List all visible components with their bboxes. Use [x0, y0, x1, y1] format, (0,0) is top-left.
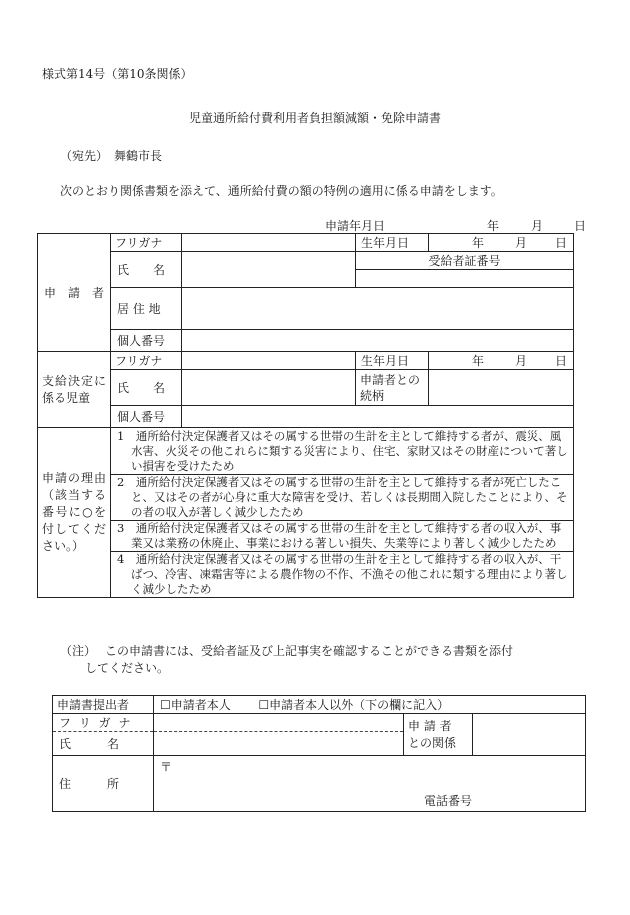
reason-section-label: 申請の理由（該当する番号に○を付してください。） [38, 428, 111, 598]
submitter-relation-label-2: との関係 [408, 735, 457, 750]
phone-label: 電話番号 [424, 794, 473, 808]
applicant-birth-label: 生年月日 [356, 234, 429, 252]
reason-item-2[interactable]: 2 通所給付決定保護者又はその属する世帯の生計を主として維持する者が死亡したこと、又はその者が心身に重大な障害を受け、若しくは長期間入院したことにより、その者の収入が著しく減少したため [117, 475, 568, 519]
child-birth-month: 月 [514, 354, 527, 368]
submitter-table [52, 695, 586, 812]
applicant-furigana-label: フリガナ [111, 234, 182, 252]
postal-mark: 〒 [160, 760, 173, 774]
submitter-relation-field[interactable] [473, 714, 586, 756]
submitter-address-field[interactable] [154, 756, 586, 812]
child-relation-field[interactable] [429, 370, 574, 406]
reason-list [111, 428, 574, 598]
note-line-2: してください。 [85, 661, 170, 675]
child-name-field[interactable] [182, 370, 356, 406]
applicant-personal-no-label: 個人番号 [111, 330, 182, 352]
child-personal-no-field[interactable] [182, 406, 574, 428]
reason-item-4[interactable]: 4 通所給付決定保護者又はその属する世帯の生計を主として維持する者の収入が、干ばつ、冷害、凍霜害等による農作物の不作、不漁その他これに類する理由により著しく減少したため [117, 552, 568, 596]
reason-item-3[interactable]: 3 通所給付決定保護者又はその属する世帯の生計を主として維持する者の収入が、事業又は業務の休廃止、事業における著しい損失、失業等により著しく減少したため [117, 521, 562, 550]
submitter-name-label: 氏 名 [53, 732, 154, 756]
child-name-label: 氏 名 [111, 370, 182, 406]
submitter-option-self[interactable]: ☐申請者本人 [160, 698, 231, 712]
child-personal-no-label: 個人番号 [111, 406, 182, 428]
application-date-day: 日 [574, 219, 587, 233]
child-relation-label: 申請者との続柄 [356, 370, 429, 406]
note-label: （注） [60, 644, 97, 658]
main-form-table [37, 233, 574, 598]
applicant-section-label: 申 請 者 [38, 234, 111, 352]
application-date-label: 申請年月日 [325, 219, 386, 233]
child-birth-year: 年 [471, 354, 484, 368]
submitter-furigana-label: フ リ ガ ナ [53, 714, 154, 732]
application-date-year: 年 [487, 219, 500, 233]
applicant-birth-month: 月 [514, 236, 527, 250]
applicant-name-field[interactable] [182, 252, 356, 288]
submitter-relation-label-1: 申 請 者 [408, 718, 452, 733]
applicant-cert-label: 受給者証番号 [356, 252, 574, 270]
submitter-name-field[interactable] [154, 732, 404, 756]
applicant-name-label: 氏 名 [111, 252, 182, 288]
applicant-address-field[interactable] [182, 288, 574, 330]
submitter-label: 申請書提出者 [53, 696, 154, 714]
note-line-1: この申請書には、受給者証及び上記事実を確認することができる書類を添付 [105, 644, 514, 658]
submitter-furigana-field[interactable] [154, 714, 404, 732]
applicant-birth-day: 日 [554, 236, 567, 250]
applicant-furigana-field[interactable] [182, 234, 356, 252]
child-birth-label: 生年月日 [356, 352, 429, 370]
applicant-birth-year: 年 [471, 236, 484, 250]
child-furigana-label: フリガナ [111, 352, 182, 370]
applicant-cert-field[interactable] [356, 270, 574, 288]
applicant-birth-field[interactable] [429, 234, 574, 252]
page-title: 児童通所給付費利用者負担額減額・免除申請書 [188, 111, 441, 125]
submitter-address-label: 住 所 [53, 756, 154, 812]
applicant-personal-no-field[interactable] [182, 330, 574, 352]
child-section-label: 支給決定に係る児童 [38, 352, 111, 428]
child-birth-day: 日 [554, 354, 567, 368]
intro-text: 次のとおり関係書類を添えて、通所給付費の額の特例の適用に係る申請をします。 [60, 184, 503, 198]
reason-item-1[interactable]: 1 通所給付決定保護者又はその属する世帯の生計を主として維持する者が、震災、風水害、火災その他これらに類する災害により、住宅、家財又はその財産について著しい損害を受けたため [117, 429, 568, 473]
applicant-address-label: 居 住 地 [111, 288, 182, 330]
form-number: 様式第14号（第10条関係） [42, 67, 193, 81]
child-birth-field[interactable] [429, 352, 574, 370]
submitter-option-other[interactable]: ☐申請者本人以外（下の欄に記入） [258, 698, 450, 712]
child-furigana-field[interactable] [182, 352, 356, 370]
application-date-month: 月 [531, 219, 544, 233]
addressee: （宛先） 舞鶴市長 [60, 149, 163, 163]
